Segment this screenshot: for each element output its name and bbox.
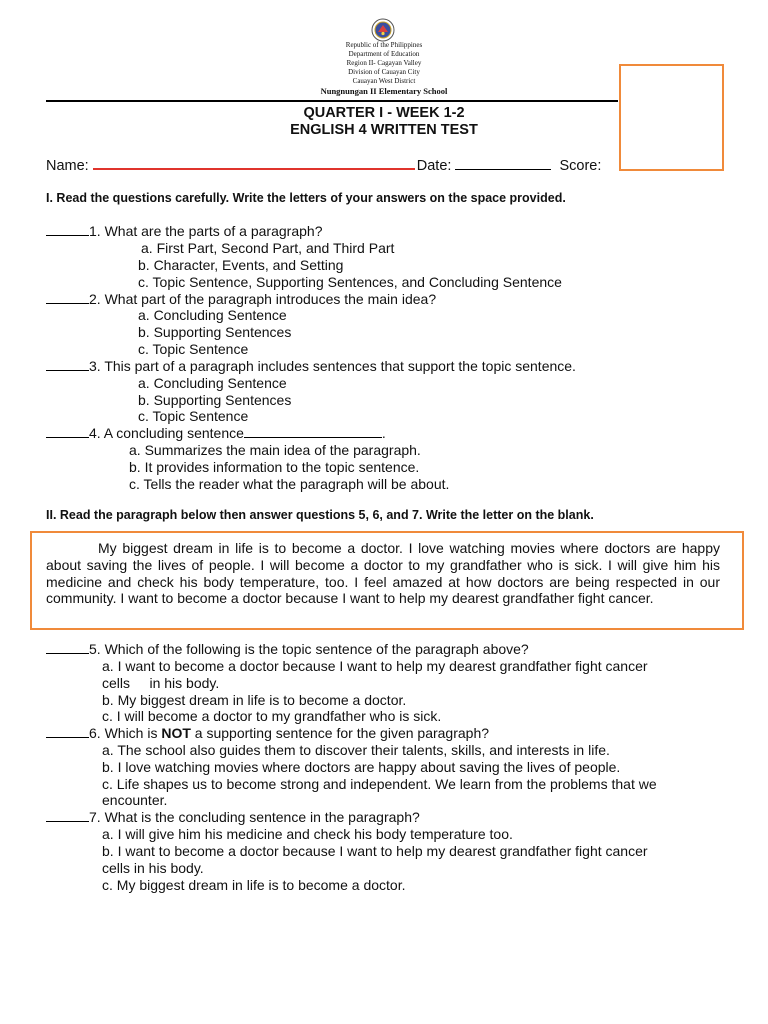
choice-6c-cont: encounter. — [102, 792, 168, 808]
answer-blank-2[interactable] — [46, 291, 89, 304]
question-7-prompt: 7. What is the concluding sentence in the paragraph? — [89, 809, 420, 825]
deped-seal-logo — [371, 18, 395, 42]
part2-instruction: II. Read the paragraph below then answer questions 5, 6, and 7. Write the letter on the blank. — [46, 508, 594, 522]
header-divider — [46, 100, 618, 102]
question-5-prompt: 5. Which of the following is the topic sentence of the paragraph above? — [89, 641, 529, 657]
reading-paragraph: My biggest dream in life is to become a doctor. I love watching movies where doctors are happy about saving the lives of people. I will become a doctor to my grandfather who is sick. I will give him his medicine and check his body temperature, too. I feel amazed at how doctors are being respected in our community. I want to become a doctor because I want to help my dearest grandfather fight cancer. — [46, 540, 720, 607]
header-republic: Republic of the Philippines — [345, 41, 423, 49]
score-label: Score: — [559, 158, 602, 174]
header-region: Region II- Cagayan Valley — [346, 59, 422, 67]
question-3 — [46, 358, 576, 374]
question-6-prompt-start: 6. Which is — [89, 725, 162, 741]
quarter-title: QUARTER I - WEEK 1-2 — [303, 105, 465, 121]
answer-blank-1[interactable] — [46, 223, 89, 236]
question-7 — [46, 809, 420, 825]
header-division: Division of Cauayan City — [348, 68, 420, 76]
answer-blank-4[interactable] — [46, 425, 89, 438]
choice-4b: b. It provides information to the topic sentence. — [129, 459, 420, 475]
choice-3a: a. Concluding Sentence — [138, 375, 287, 391]
question-2-prompt: 2. What part of the paragraph introduces the main idea? — [89, 291, 437, 307]
choice-2a: a. Concluding Sentence — [138, 307, 287, 323]
answer-blank-6[interactable] — [46, 725, 89, 738]
question-4-period: . — [381, 425, 386, 441]
choice-1b: b. Character, Events, and Setting — [138, 257, 344, 273]
question-6 — [46, 725, 489, 741]
name-date-score-row — [46, 157, 601, 174]
header-district: Cauayan West District — [352, 77, 416, 85]
header-school: Nungnungan II Elementary School — [320, 86, 448, 96]
choice-7a: a. I will give him his medicine and check his body temperature too. — [102, 826, 513, 842]
choice-6a: a. The school also guides them to discover their talents, skills, and interests in life. — [102, 742, 610, 758]
choice-3c: c. Topic Sentence — [138, 408, 249, 424]
fill-in-blank-4[interactable] — [244, 425, 382, 438]
question-4 — [46, 425, 386, 441]
choice-2b: b. Supporting Sentences — [138, 324, 292, 340]
name-label: Name: — [46, 158, 89, 174]
choice-5b: b. My biggest dream in life is to become a doctor. — [102, 692, 407, 708]
name-blank[interactable] — [93, 168, 415, 170]
part1-instruction: I. Read the questions carefully. Write the letters of your answers on the space provided. — [46, 191, 566, 205]
answer-blank-3[interactable] — [46, 358, 89, 371]
choice-6c: c. Life shapes us to become strong and independent. We learn from the problems that we — [102, 776, 657, 792]
choice-7b-cont: cells in his body. — [102, 860, 204, 876]
choice-7b: b. I want to become a doctor because I want to help my dearest grandfather fight cancer — [102, 843, 648, 859]
question-6-prompt-end: a supporting sentence for the given paragraph? — [190, 725, 490, 741]
question-1 — [46, 223, 322, 239]
choice-2c: c. Topic Sentence — [138, 341, 249, 357]
choice-5a: a. I want to become a doctor because I want to help my dearest grandfather fight cancer — [102, 658, 648, 674]
question-1-prompt: 1. What are the parts of a paragraph? — [89, 223, 323, 239]
question-4-prompt: 4. A concluding sentence — [89, 425, 244, 441]
choice-4a: a. Summarizes the main idea of the paragraph. — [129, 442, 421, 458]
choice-6b: b. I love watching movies where doctors are happy about saving the lives of people. — [102, 759, 621, 775]
date-blank[interactable] — [455, 157, 551, 170]
question-2 — [46, 291, 436, 307]
choice-7c: c. My biggest dream in life is to become a doctor. — [102, 877, 406, 893]
question-3-prompt: 3. This part of a paragraph includes sentences that support the topic sentence. — [89, 358, 576, 374]
choice-4c: c. Tells the reader what the paragraph will be about. — [129, 476, 450, 492]
test-title: ENGLISH 4 WRITTEN TEST — [290, 122, 478, 138]
choice-1a: a. First Part, Second Part, and Third Part — [141, 240, 395, 256]
question-5 — [46, 641, 529, 657]
date-label: Date: — [416, 158, 452, 174]
question-6-not-emphasis: NOT — [161, 725, 191, 741]
choice-1c: c. Topic Sentence, Supporting Sentences, and Concluding Sentence — [138, 274, 562, 290]
choice-5a-cont: cells in his body. — [102, 675, 220, 691]
choice-3b: b. Supporting Sentences — [138, 392, 292, 408]
choice-5c: c. I will become a doctor to my grandfather who is sick. — [102, 708, 442, 724]
answer-blank-7[interactable] — [46, 809, 89, 822]
answer-blank-5[interactable] — [46, 641, 89, 654]
header-department: Department of Education — [348, 50, 420, 58]
